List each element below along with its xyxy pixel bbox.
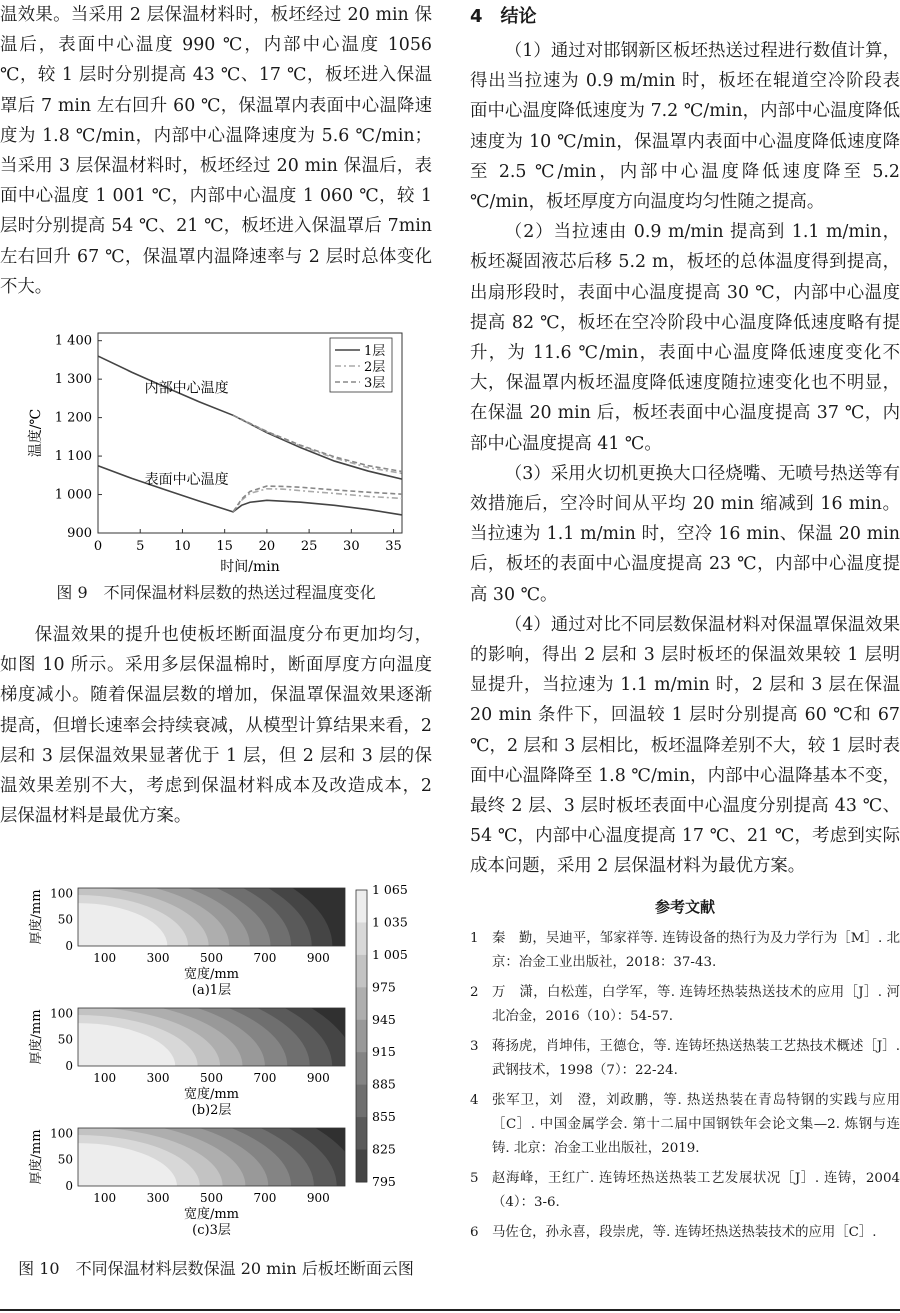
- reference-number: 3: [470, 1038, 479, 1054]
- y-axis-label: 厚度/mm: [29, 1009, 44, 1065]
- reference-text: 秦 勤，吴迪平，邹家祥等. 连铸设备的热行为及力学行为［M］. 北京：冶金工业出版社，2018：37-43.: [492, 930, 900, 970]
- colorbar-tick-label: 795: [372, 1174, 396, 1189]
- colorbar-tick-label: 855: [372, 1109, 396, 1125]
- y-tick-label: 100: [50, 886, 73, 901]
- left-column-lower: [0, 620, 432, 831]
- reference-item: [470, 1089, 900, 1161]
- legend-label: 1层: [364, 344, 386, 359]
- reference-number: 5: [470, 1170, 479, 1186]
- y-tick-label: 1 300: [54, 372, 92, 388]
- x-tick-label: 700: [253, 1071, 277, 1085]
- colorbar-segment: [356, 987, 367, 1020]
- x-tick-label: 30: [343, 539, 360, 554]
- colorbar-tick-label: 1 005: [372, 946, 408, 962]
- x-tick-label: 5: [136, 539, 145, 554]
- reference-item: [470, 1167, 900, 1215]
- conclusion-3: （3）采用火切机更换大口径烧嘴、无喷号热送等有效措施后，空冷时间从平均 20 min 缩减到 16 min。当拉速为 1.1 m/min 时，空冷 16 min、保温 20 min 后，板坯的表面中心温度提高 23 ℃，内部中心温度提高 30 ℃。: [470, 463, 900, 605]
- series-line-3层: [233, 415, 402, 471]
- x-axis-label: 宽度/mm: [183, 1087, 240, 1102]
- reference-item: [470, 927, 900, 975]
- colorbar-tick-label: 1 035: [372, 914, 408, 930]
- x-tick-label: 15: [216, 539, 233, 554]
- colorbar-segment: [356, 1085, 367, 1118]
- references-list: [470, 927, 900, 1245]
- x-tick-label: 700: [253, 951, 277, 965]
- colorbar-tick-label: 975: [372, 979, 396, 995]
- figure-caption: 图 10 不同保温材料层数保温 20 min 后板坯断面云图: [18, 1259, 414, 1278]
- contour-panel: [0, 1078, 360, 1275]
- colorbar-segment: [356, 1052, 367, 1085]
- panel-label: (c)3层: [192, 1223, 231, 1238]
- panel-label: (a)1层: [191, 983, 232, 998]
- conclusion-4: （4）通过对比不同层数保温材料对保温罩保温效果的影响，得出 2 层和 3 层时板坯的保温效果较 1 层明显提升，当拉速为 1.1 m/min 时，2 层和 3 层在保温 20 min 条件下，回温较 1 层时分别提高 60 ℃和 67 ℃，2 层和 3 层相比，板坯温降差别不大，较 1 层时表面中心温降降至 1.8 ℃/min，内部中心温降基本不变，最终 2 层、3 层时板坯表面中心温度分别提高 43 ℃、54 ℃，内部中心温度提高 17 ℃、21 ℃，考虑到实际成本问题，采用 2 层保温材料为最优方案。: [470, 614, 900, 877]
- colorbar-tick-label: 945: [372, 1011, 396, 1027]
- y-tick-label: 1 200: [54, 410, 92, 426]
- y-tick-label: 0: [65, 939, 73, 953]
- figure-9: [0, 318, 432, 608]
- colorbar-tick-label: 825: [372, 1141, 396, 1157]
- series-line-2层: [233, 415, 402, 473]
- reference-number: 1: [470, 930, 479, 946]
- y-tick-label: 1 000: [54, 487, 92, 503]
- x-tick-label: 300: [146, 951, 170, 965]
- y-tick-label: 1 100: [54, 449, 92, 465]
- reference-number: 6: [470, 1224, 479, 1240]
- x-tick-label: 500: [200, 1191, 223, 1205]
- reference-text: 马佐仓，孙永喜，段崇虎，等. 连铸坯热送热装技术的应用［C］.: [492, 1224, 877, 1240]
- colorbar-tick-label: 885: [372, 1076, 396, 1092]
- reference-number: 4: [470, 1092, 479, 1108]
- x-tick-label: 100: [93, 1191, 117, 1205]
- y-tick-label: 100: [50, 1006, 73, 1021]
- conclusion-2: （2）当拉速由 0.9 m/min 提高到 1.1 m/min，板坯凝固液芯后移 5.2 m，板坯的总体温度得到提高，出扇形段时，表面中心温度提高 30 ℃，内部中心温度提高 82 ℃，板坯在空冷阶段中心温度降低速度略有提升，为 11.6 ℃/min，表面中心温度降低速度变化不大，保温罩内板坯温度降低速度随拉速变化也不明显，在保温 20 min 后，板坯表面中心温度提高 37 ℃，内部中心温度提高 41 ℃。: [470, 222, 900, 454]
- x-tick-label: 10: [174, 539, 191, 554]
- reference-text: 万 潇，白松莲，白学军，等. 连铸坯热装热送技术的应用［J］. 河北冶金，2016（10）：54-57.: [492, 984, 900, 1024]
- y-tick-label: 0: [65, 1179, 73, 1193]
- section-title: 4 结论: [470, 6, 537, 27]
- references-title: 参考文献: [654, 897, 715, 916]
- x-tick-label: 900: [306, 1071, 330, 1085]
- right-column: [470, 0, 900, 1251]
- x-tick-label: 0: [93, 539, 103, 554]
- x-tick-label: 900: [306, 951, 330, 965]
- x-axis-label: 宽度/mm: [183, 1207, 240, 1222]
- x-tick-label: 100: [93, 951, 117, 965]
- reference-text: 蒋扬虎，肖坤伟，王德仓，等. 连铸坯热送热装工艺热技术概述［J］. 武钢技术，1998（7）：22-24.: [492, 1038, 900, 1078]
- y-tick-label: 900: [67, 526, 92, 541]
- x-tick-label: 300: [146, 1071, 170, 1085]
- annotation-surface-temp: 表面中心温度: [144, 472, 229, 489]
- colorbar-segment: [356, 922, 367, 955]
- colorbar-segment: [356, 1020, 367, 1053]
- y-tick-label: 50: [57, 912, 73, 927]
- panel-label: (b)2层: [191, 1103, 232, 1118]
- colorbar-tick-label: 1 065: [372, 882, 408, 897]
- series-line-3层: [233, 486, 402, 512]
- page-bottom-rule: [0, 1309, 900, 1311]
- colorbar-tick-label: 915: [372, 1044, 396, 1060]
- x-tick-label: 500: [200, 951, 223, 965]
- colorbar-segment: [356, 1150, 367, 1183]
- contour-bands: [0, 1078, 360, 1275]
- reference-number: 2: [470, 984, 479, 1000]
- y-axis-label: 厚度/mm: [29, 1129, 44, 1185]
- contour-figure: [0, 880, 432, 1275]
- x-axis-label: 宽度/mm: [183, 967, 240, 982]
- x-tick-label: 100: [93, 1071, 117, 1085]
- y-axis-label: 温度/℃: [28, 408, 44, 458]
- y-tick-label: 100: [50, 1126, 73, 1141]
- body-paragraph: 温效果。当采用 2 层保温材料时，板坯经过 20 min 保温后，表面中心温度 990 ℃，内部中心温度 1056 ℃，较 1 层时分别提高 43 ℃、17 ℃，板坯进入保温罩后 7 min 左右回升 60 ℃，保温罩内表面中心温降速度为 1.8 ℃/min，内部中心温降速度为 5.6 ℃/min；当采用 3 层保温材料时，板坯经过 20 min 保温后，表面中心温度 1 001 ℃，内部中心温度 1 060 ℃，较 1 层时分别提高 54 ℃、21 ℃，板坯进入保温罩后 7min 左右回升 67 ℃，保温罩内温降速率与 2 层时总体变化不大。: [0, 5, 432, 297]
- colorbar-segment: [356, 1117, 367, 1150]
- y-tick-label: 0: [65, 1059, 73, 1073]
- y-tick-label: 1 400: [54, 333, 92, 349]
- reference-item: [470, 1035, 900, 1083]
- series-line-1层: [98, 466, 402, 515]
- x-tick-label: 25: [300, 539, 318, 554]
- annotation-inner-temp: 内部中心温度: [144, 380, 229, 397]
- y-tick-label: 50: [57, 1032, 73, 1047]
- reference-item: [470, 981, 900, 1029]
- x-tick-label: 35: [385, 539, 402, 554]
- reference-text: 赵海峰，王红广. 连铸坯热送热装工艺发展状况［J］. 连铸，2004（4）：3-6.: [492, 1170, 900, 1210]
- figure-10: [0, 880, 432, 1310]
- x-axis-label: 时间/min: [220, 559, 280, 575]
- y-axis-label: 厚度/mm: [29, 889, 44, 945]
- y-tick-label: 50: [57, 1152, 73, 1167]
- x-tick-label: 700: [253, 1191, 277, 1205]
- reference-text: 张军卫，刘 澄，刘政鹏，等. 热送热装在青岛特钢的实践与应用［C］. 中国金属学会. 第十二届中国钢铁年会论文集—2. 炼钢与连铸. 北京：冶金工业出版社，2019.: [492, 1092, 900, 1156]
- legend-label: 3层: [364, 376, 386, 391]
- body-paragraph: 保温效果的提升也使板坯断面温度分布更加均匀，如图 10 所示。采用多层保温棉时，断面厚度方向温度梯度减小。随着保温层数的增加，保温罩保温效果逐渐提高，但增长速率会持续衰减，从模型计算结果来看，2 层和 3 层保温效果显著优于 1 层，但 2 层和 3 层的保温效果差别不大，考虑到保温材料成本及改造成本，2 层保温材料是最优方案。: [0, 625, 432, 827]
- colorbar-segment: [356, 890, 367, 923]
- reference-item: [470, 1221, 900, 1245]
- x-tick-label: 20: [258, 539, 276, 554]
- x-tick-label: 900: [306, 1191, 330, 1205]
- x-tick-label: 500: [200, 1071, 223, 1085]
- line-chart: [0, 318, 432, 580]
- colorbar-segment: [356, 955, 367, 988]
- conclusion-1: （1）通过对邯钢新区板坯热送过程进行数值计算，得出当拉速为 0.9 m/min 时，板坯在辊道空冷阶段表面中心温度降低速度为 7.2 ℃/min，内部中心温度降低速度为 10 ℃/min，保温罩内表面中心温度降低速度降至 2.5 ℃/min，内部中心温度降低速度降至 5.2 ℃/min，板坯厚度方向温度均匀性随之提高。: [470, 41, 900, 213]
- legend-label: 2层: [364, 360, 386, 375]
- x-tick-label: 300: [146, 1191, 170, 1205]
- figure-caption: 图 9 不同保温材料层数的热送过程温度变化: [56, 583, 376, 602]
